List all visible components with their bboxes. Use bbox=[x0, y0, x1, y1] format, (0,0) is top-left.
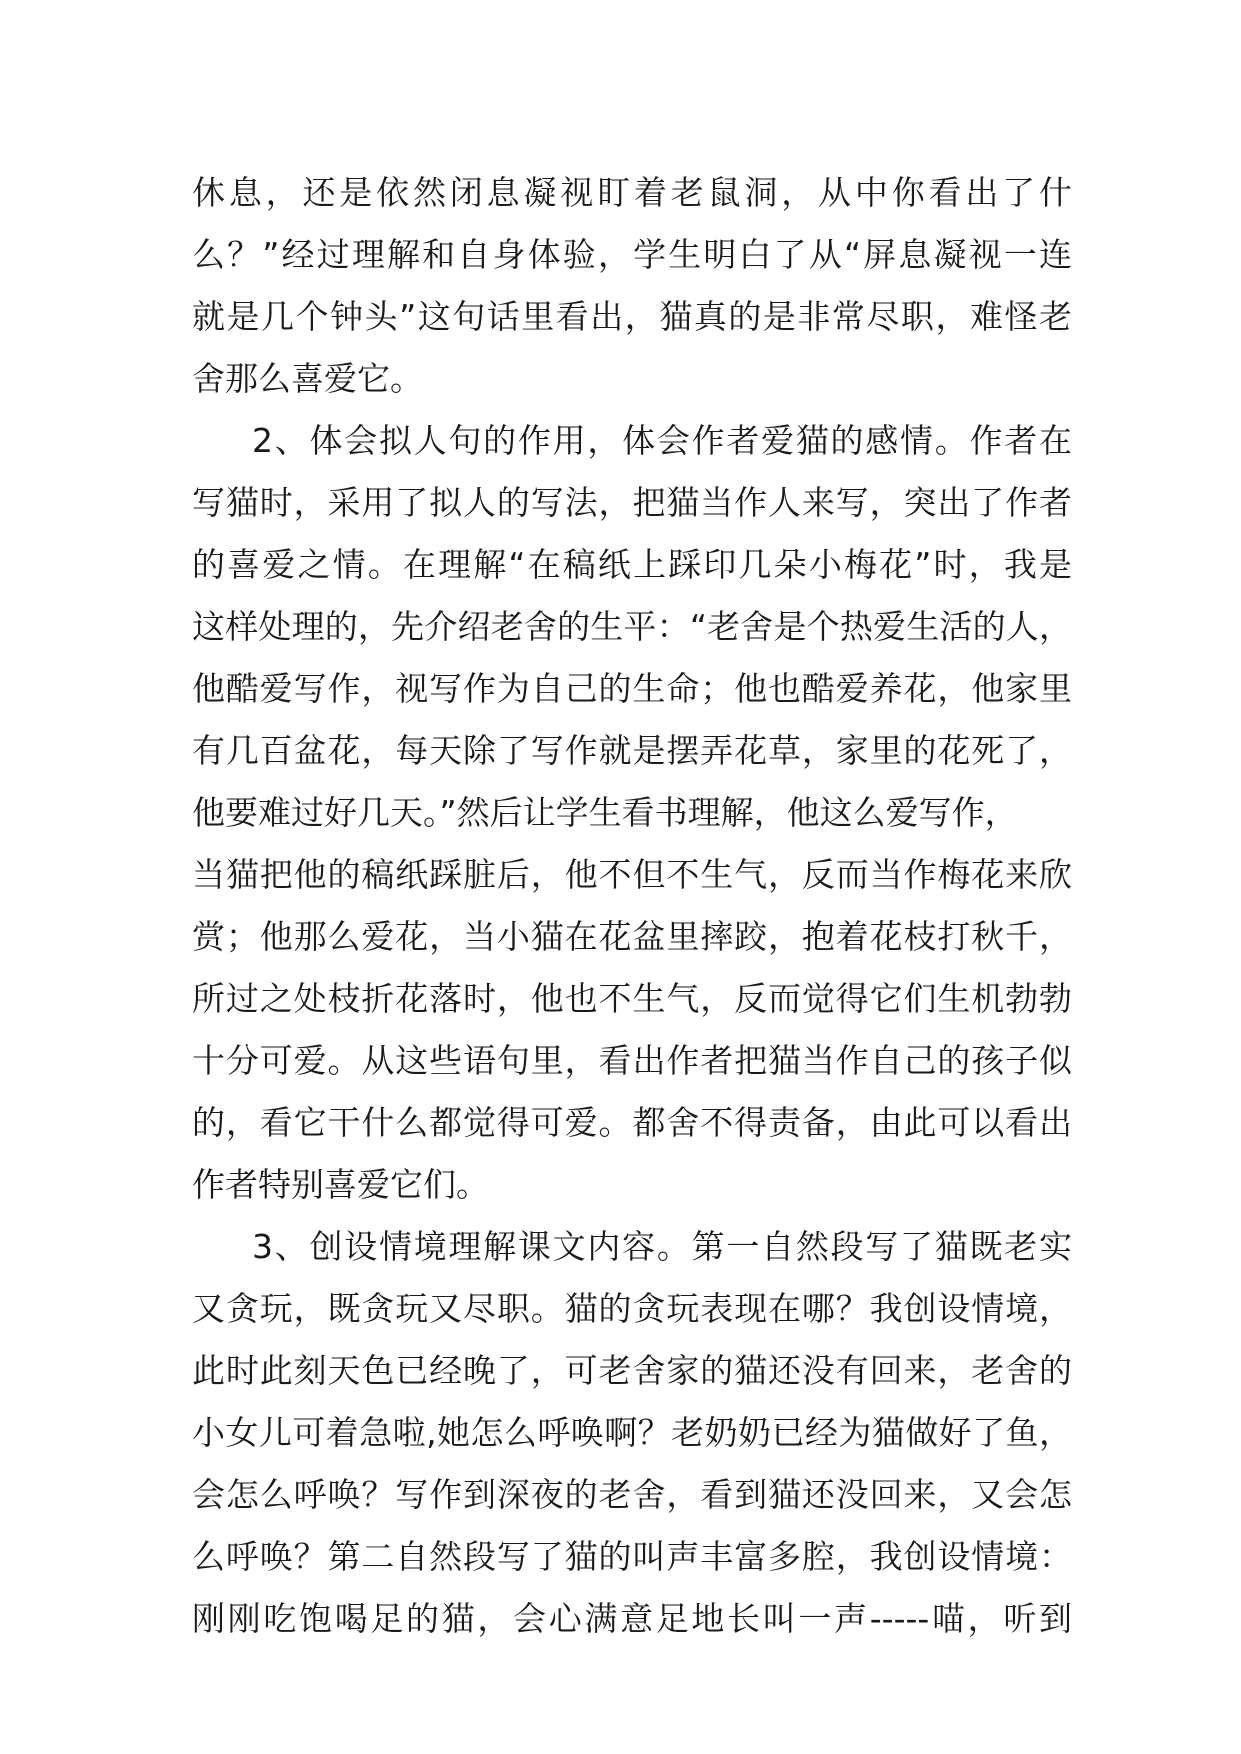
text-line: 写猫时，采用了拟人的写法，把猫当作人来写，突出了作者 bbox=[192, 483, 1072, 522]
text-line: 十分可爱。从这些语句里，看出作者把猫当作自己的孩子似 bbox=[192, 1041, 1072, 1080]
text-line: 他要难过好几天。”然后让学生看书理解，他这么爱写作， bbox=[192, 793, 1018, 832]
text-line: 3、创设情境理解课文内容。第一自然段写了猫既老实 bbox=[252, 1227, 1072, 1266]
text-line: 所过之处枝折花落时，他也不生气，反而觉得它们生机勃勃 bbox=[192, 979, 1072, 1018]
text-line: 舍那么喜爱它。 bbox=[192, 359, 423, 398]
text-line: 他酷爱写作，视写作为自己的生命；他也酷爱养花，他家里 bbox=[192, 669, 1072, 708]
text-line: 2、体会拟人句的作用，体会作者爱猫的感情。作者在 bbox=[252, 421, 1072, 460]
text-line: 的，看它干什么都觉得可爱。都舍不得责备，由此可以看出 bbox=[192, 1103, 1072, 1142]
text-line: 作者特别喜爱它们。 bbox=[192, 1165, 489, 1204]
text-line: 么呼唤？第二自然段写了猫的叫声丰富多腔，我创设情境： bbox=[192, 1537, 1072, 1576]
text-line: 就是几个钟头”这句话里看出，猫真的是非常尽职，难怪老 bbox=[192, 297, 1072, 336]
body-text bbox=[192, 162, 1072, 1650]
text-line: 当猫把他的稿纸踩脏后，他不但不生气，反而当作梅花来欣 bbox=[192, 855, 1072, 894]
text-line: 此时此刻天色已经晚了，可老舍家的猫还没有回来，老舍的 bbox=[192, 1351, 1072, 1390]
text-line: 的喜爱之情。在理解“在稿纸上踩印几朵小梅花”时，我是 bbox=[192, 545, 1072, 584]
text-line: 休息，还是依然闭息凝视盯着老鼠洞，从中你看出了什 bbox=[192, 173, 1072, 212]
text-line: 刚刚吃饱喝足的猫，会心满意足地长叫一声-----喵，听到 bbox=[192, 1599, 1072, 1638]
text-line: 么？”经过理解和自身体验，学生明白了从“屏息凝视一连 bbox=[192, 235, 1072, 274]
text-line: 赏；他那么爱花，当小猫在花盆里摔跤，抱着花枝打秋千， bbox=[192, 917, 1072, 956]
text-line: 又贪玩，既贪玩又尽职。猫的贪玩表现在哪？我创设情境， bbox=[192, 1289, 1072, 1328]
text-line: 会怎么呼唤？写作到深夜的老舍，看到猫还没回来，又会怎 bbox=[192, 1475, 1072, 1514]
text-line: 这样处理的，先介绍老舍的生平：“老舍是个热爱生活的人， bbox=[192, 607, 1072, 646]
text-line: 小女儿可着急啦,她怎么呼唤啊？老奶奶已经为猫做好了鱼， bbox=[192, 1413, 1072, 1452]
text-line: 有几百盆花，每天除了写作就是摆弄花草，家里的花死了， bbox=[192, 731, 1072, 770]
